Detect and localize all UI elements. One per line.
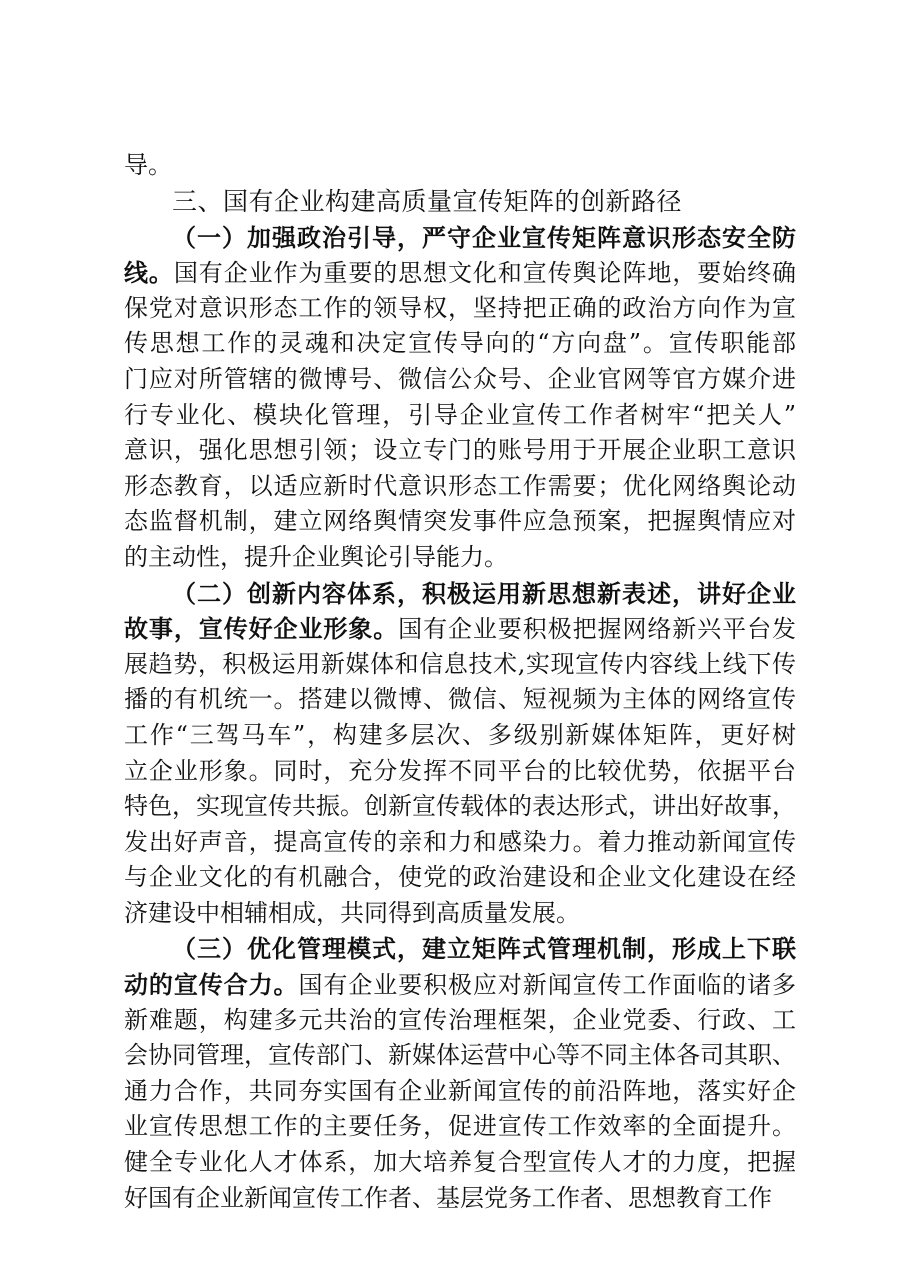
body-text: 好国有企业新闻宣传工作者、基层党务工作者、思想教育工作 <box>124 1183 772 1212</box>
text-line <box>124 220 796 256</box>
text-line <box>124 469 796 505</box>
text-line <box>124 789 796 825</box>
bold-lead-text: （二）创新内容体系，积极运用新思想新表述，讲好企业 <box>172 578 796 608</box>
text-line <box>124 1074 796 1110</box>
text-line <box>124 291 796 327</box>
body-text: 与企业文化的有机融合，使党的政治建设和企业文化建设在经 <box>124 863 796 892</box>
text-line <box>124 896 796 932</box>
body-text: 保党对意识形态工作的领导权，坚持把正确的政治方向作为宣 <box>124 293 796 322</box>
text-line <box>124 540 796 576</box>
body-text: 行专业化、模块化管理，引导企业宣传工作者树牢“把关人” <box>124 400 796 429</box>
text-line <box>124 967 796 1003</box>
text-line <box>124 326 796 362</box>
body-text: 立企业形象。同时，充分发挥不同平台的比较优势，依据平台 <box>124 756 796 785</box>
body-text: 国有企业要积极应对新闻宣传工作面临的诸多 <box>298 971 797 1000</box>
text-line <box>124 718 796 754</box>
body-text: 业宣传思想工作的主要任务，促进宣传工作效率的全面提升。 <box>124 1112 796 1141</box>
text-line <box>124 362 796 398</box>
body-text: 特色，实现宣传共振。创新宣传载体的表达形式，讲出好故事， <box>124 792 796 821</box>
text-line <box>124 504 796 540</box>
body-text: 形态教育，以适应新时代意识形态工作需要；优化网络舆论动 <box>124 471 796 500</box>
text-line <box>124 576 796 612</box>
body-text: 意识，强化思想引领；设立专门的账号用于开展企业职工意识 <box>124 436 796 465</box>
body-text: 工作“三驾马车”，构建多层次、多级别新媒体矩阵，更好树 <box>124 720 796 749</box>
text-line <box>124 255 796 291</box>
body-text: 健全专业化人才体系，加大培养复合型宣传人才的力度，把握 <box>124 1148 796 1177</box>
text-line <box>124 754 796 790</box>
text-line <box>124 611 796 647</box>
body-text: 传思想工作的灵魂和决定宣传导向的“方向盘”。宣传职能部 <box>124 329 796 358</box>
text-line <box>124 647 796 683</box>
text-line <box>124 398 796 434</box>
body-text: 国有企业要积极把握网络新兴平台发 <box>398 615 797 644</box>
section-heading-text: 三、国有企业构建高质量宣传矩阵的创新路径 <box>172 186 683 216</box>
paragraph <box>124 931 796 1216</box>
bold-lead-text: （一）加强政治引导，严守企业宣传矩阵意识形态安全防 <box>172 222 796 252</box>
text-line <box>124 682 796 718</box>
body-text: 济建设中相辅相成，共同得到高质量发展。 <box>124 898 580 927</box>
text-line <box>124 931 796 967</box>
text-line <box>124 1181 796 1217</box>
bold-lead-text: 线。 <box>124 258 174 288</box>
body-text: 新难题，构建多元共治的宣传治理框架，企业党委、行政、工 <box>124 1005 796 1034</box>
body-text: 态监督机制，建立网络舆情突发事件应急预案，把握舆情应对 <box>124 507 796 536</box>
body-text: 的主动性，提升企业舆论引导能力。 <box>124 542 508 571</box>
document-page <box>124 148 796 1216</box>
text-line <box>124 1109 796 1145</box>
body-text: 通力合作，共同夯实国有企业新闻宣传的前沿阵地，落实好企 <box>124 1076 796 1105</box>
paragraph <box>124 220 796 576</box>
bold-lead-text: 故事，宣传好企业形象。 <box>124 614 399 644</box>
paragraph <box>124 576 796 932</box>
text-line <box>124 433 796 469</box>
paragraph-tail <box>124 148 796 184</box>
text-line <box>124 860 796 896</box>
bold-lead-text: 动的宣传合力。 <box>124 970 299 1000</box>
body-text: 展趋势，积极运用新媒体和信息技术,实现宣传内容线上线下传 <box>124 649 796 678</box>
body-text: 门应对所管辖的微博号、微信公众号、企业官网等官方媒介进 <box>124 364 796 393</box>
bold-lead-text: （三）优化管理模式，建立矩阵式管理机制，形成上下联 <box>172 934 796 964</box>
text-line <box>124 1145 796 1181</box>
text-line <box>124 1003 796 1039</box>
body-text: 会协同管理，宣传部门、新媒体运营中心等不同主体各司其职、 <box>124 1041 796 1070</box>
body-text: 发出好声音，提高宣传的亲和力和感染力。着力推动新闻宣传 <box>124 827 796 856</box>
body-text: 国有企业作为重要的思想文化和宣传舆论阵地，要始终确 <box>173 259 797 288</box>
paragraphs <box>124 220 796 1217</box>
section-heading <box>124 184 796 220</box>
text-line <box>124 1038 796 1074</box>
body-text: 播的有机统一。搭建以微博、微信、短视频为主体的网络宣传 <box>124 685 796 714</box>
text-line <box>124 825 796 861</box>
intro-tail-text: 导。 <box>124 151 172 179</box>
